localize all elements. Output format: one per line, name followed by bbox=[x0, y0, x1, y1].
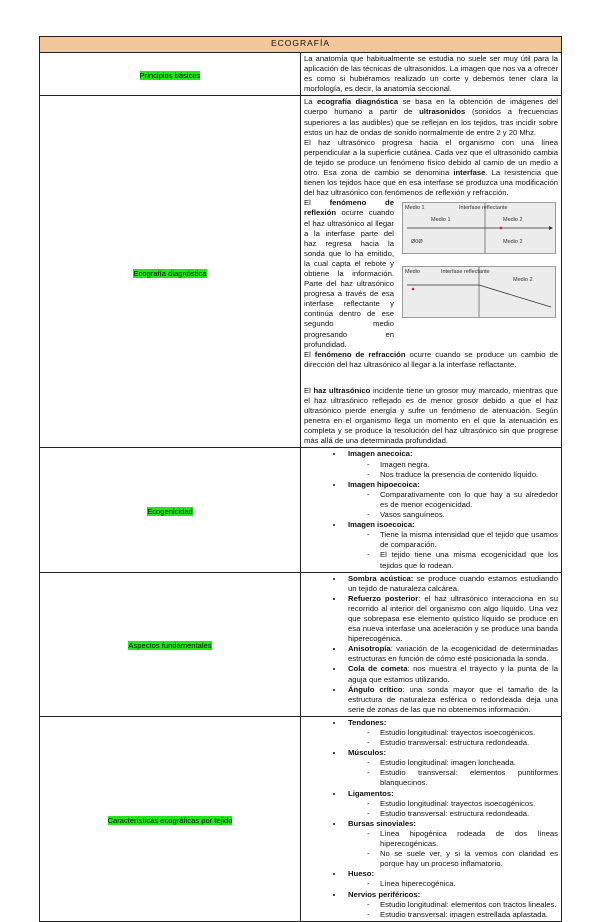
title-row bbox=[40, 37, 562, 53]
sub-item: - Estudio transversal: estructura redondeada. bbox=[380, 809, 558, 819]
sub-item: - Línea hiperecogénica. bbox=[380, 879, 558, 889]
row-label: Ecogenicidad bbox=[147, 507, 193, 517]
list-item: • Hueso: - Línea hiperecogénica. bbox=[344, 869, 558, 889]
caracteristicas-content bbox=[301, 716, 562, 921]
ecografia-table bbox=[39, 36, 562, 922]
row-label: Aspectos fundamentales bbox=[128, 641, 212, 651]
list-item: • Músculos: - Estudio longitudinal: imagen loncheada. - Estudio transversal: elementos puntiformes blanquecinos. bbox=[344, 748, 558, 788]
list-item: • Bursas sinoviales: - Línea hipogénica rodeada de dos líneas hiperecogénicas. - No se suele ver, y si la vemos con claridad es porque hay un proceso inflamatorio. bbox=[344, 819, 558, 869]
row-label: Características ecográficas por tejido bbox=[107, 815, 233, 825]
row-aspectos bbox=[40, 572, 562, 716]
paragraph: El fenómeno de reflexión ocurre cuando el haz ultrasónico al llegar a la interfase parte del haz regresa hacia la sonda que lo ha emitido, la cual capta el rebote y obtiene la información. Parte del haz ultrasónico progresa a través de esa interfase reflectante y continúa dentro de ese segundo medio progresando en profundidad. bbox=[304, 198, 394, 349]
sub-item: - Vasos sanguíneos. bbox=[380, 510, 558, 520]
list-item: • Imagen hipoecoica: - Comparativamente con lo que hay a su alrededor es de menor ecogenicidad. - Vasos sanguíneos. bbox=[344, 480, 558, 520]
row-ecogenicidad bbox=[40, 448, 562, 572]
sub-item: - Imagen negra. bbox=[380, 460, 558, 470]
row-ecografia bbox=[40, 96, 562, 448]
list-item: • Anisotropía: variación de la ecogenicidad de determinadas estructuras en función de cómo esté posicionada la sonda. bbox=[344, 644, 558, 664]
sub-item: - No se suele ver, y si la vemos con claridad es porque hay un proceso inflamatorio. bbox=[380, 849, 558, 869]
sub-item: - Estudio transversal: elementos puntiformes blanquecinos. bbox=[380, 768, 558, 788]
sub-item: - Nos traduce la presencia de contenido líquido. bbox=[380, 470, 558, 480]
sub-item: - Tiene la misma intensidad que el tejido que usamos de comparación. bbox=[380, 530, 558, 550]
table-title: ECOGRAFÍA bbox=[40, 37, 562, 53]
ecografia-content bbox=[301, 96, 562, 448]
caracteristicas-list bbox=[304, 718, 558, 920]
list-item: • Imagen anecoica: - Imagen negra. - Nos traduce la presencia de contenido líquido. bbox=[344, 449, 558, 479]
list-item: • Ángulo crítico: una sonda mayor que el tamaño de la estructura de naturaleza esférica o redondeada deja una serie de zonas de las que no obtenemos información. bbox=[344, 685, 558, 715]
row-label-cell bbox=[40, 448, 301, 572]
paragraph: La ecografía diagnóstica se basa en la obtención de imágenes del cuerpo humano a partir de ultrasonidos (sonidos a frecuencias superiores a las audibles) que se reflejan en los tejidos, tras incidir sobre estos un haz de ondas de sonido normalmente de entre 2 y 20 Mhz. bbox=[304, 97, 558, 137]
ecogenicidad-content bbox=[301, 448, 562, 572]
aspectos-list bbox=[304, 574, 558, 715]
document-page bbox=[39, 36, 562, 922]
sub-item: - Comparativamente con lo que hay a su alrededor es de menor ecogenicidad. bbox=[380, 490, 558, 510]
row-label: Ecografía diagnóstica bbox=[133, 268, 207, 278]
refraction-diagram: Medio Interfase reflectante Medio 2 bbox=[402, 266, 556, 318]
row-label-cell bbox=[40, 572, 301, 716]
list-item: • Cola de cometa: nos muestra el trayecto y la punta de la aguja que estamos utilizando. bbox=[344, 664, 558, 684]
paragraph: El fenómeno de refracción ocurre cuando se produce un cambio de dirección del haz ultrasónico al llegar a la interfase reflactante. bbox=[304, 349, 558, 369]
sub-item: - El tejido tiene una misma ecogenicidad que los tejidos que lo rodean. bbox=[380, 550, 558, 570]
aspectos-content bbox=[301, 572, 562, 716]
list-item: • Tendones: - Estudio longitudinal: trayectos isoecogénicos. - Estudio transversal: estructura redondeada. bbox=[344, 718, 558, 748]
ecogenicidad-list bbox=[304, 449, 558, 570]
sub-item: - Estudio longitudinal: trayectos isoecogénicos. bbox=[380, 799, 558, 809]
figures bbox=[402, 202, 556, 330]
paragraph: La anatomía que habitualmente se estudia no suele ser muy útil para la aplicación de las técnicas de ultrasonidos. La imagen que nos va a ofrecer es como si hubiéramos realizado un corte y debemos tener clara la morfología, es decir, la anatomía seccional. bbox=[304, 54, 558, 94]
sub-item: - Estudio longitudinal: trayectos isoecogénicos. bbox=[380, 728, 558, 738]
list-item: • Imagen isoecoica: - Tiene la misma intensidad que el tejido que usamos de comparación. - El tejido tiene una misma ecogenicidad que los tejidos que lo rodean. bbox=[344, 520, 558, 570]
list-item: • Refuerzo posterior: el haz ultrasónico interacciona en su recorrido al interior del organismo con algo líquido. Una vez que sobrepasa ese elemento quístico líquido se produce en esa nueva interfase una aceleración y se produce una banda hiperecogénica. bbox=[344, 594, 558, 644]
sub-item: - Estudio longitudinal: elementos con tractos lineales. bbox=[380, 900, 558, 910]
list-item: • Ligamentos: - Estudio longitudinal: trayectos isoecogénicos. - Estudio transversal: estructura redondeada. bbox=[344, 789, 558, 819]
sub-item: - Estudio longitudinal: imagen loncheada. bbox=[380, 758, 558, 768]
row-label: Principios básicos bbox=[139, 71, 201, 81]
paragraph: El haz ultrasónico progresa hacia el organismo con una línea perpendicular a la superficie cutánea. Cada vez que el ultrasonido cambia de tejido se produce un fenómeno físico debido al camio de un medio a otro. Esa zona de cambio se denomina interfase. La resistencia que tienen los tejidos hace que en esa interfase se produzca una modificación del haz ultrasónico con fenómenos de reflexión y refracción. bbox=[304, 137, 558, 198]
sub-item: - Estudio transversal: estructura redondeada. bbox=[380, 738, 558, 748]
reflection-diagram: Medio 1 Interfase reflectante Medio 1 Medio 2 Ø0Ø Medio 2 bbox=[402, 202, 556, 254]
row-label-cell bbox=[40, 96, 301, 448]
list-item: • Nervios periféricos: - Estudio longitudinal: elementos con tractos lineales. - Estudio transversal: imagen estrellada aplastada. bbox=[344, 890, 558, 920]
row-principios bbox=[40, 53, 562, 96]
sub-item: - Línea hipogénica rodeada de dos líneas hiperecogénicas. bbox=[380, 829, 558, 849]
row-label-cell bbox=[40, 53, 301, 96]
row-label-cell bbox=[40, 716, 301, 921]
list-item: • Sombra acústica: se produce cuando estamos estudiando un tejido de naturaleza calcárea. bbox=[344, 574, 558, 594]
row-caracteristicas bbox=[40, 716, 562, 921]
reflection-section bbox=[304, 198, 558, 370]
sub-item: - Estudio transversal: imagen estrellada aplastada. bbox=[380, 910, 558, 920]
principios-content bbox=[301, 53, 562, 96]
paragraph: El haz ultrasónico incidente tiene un grosor muy marcado, mientras que el haz ultrasónico reflejado es de menor grosor debido a que el haz ultrasónico pierde energía y sufre un fenómeno de atenuación. Según penetra en el organismo llega un momento en el que la atenuación es completa y se produce la resolución del haz ultrasónico sin que progrese más allá de una determinada profundidad. bbox=[304, 385, 558, 446]
